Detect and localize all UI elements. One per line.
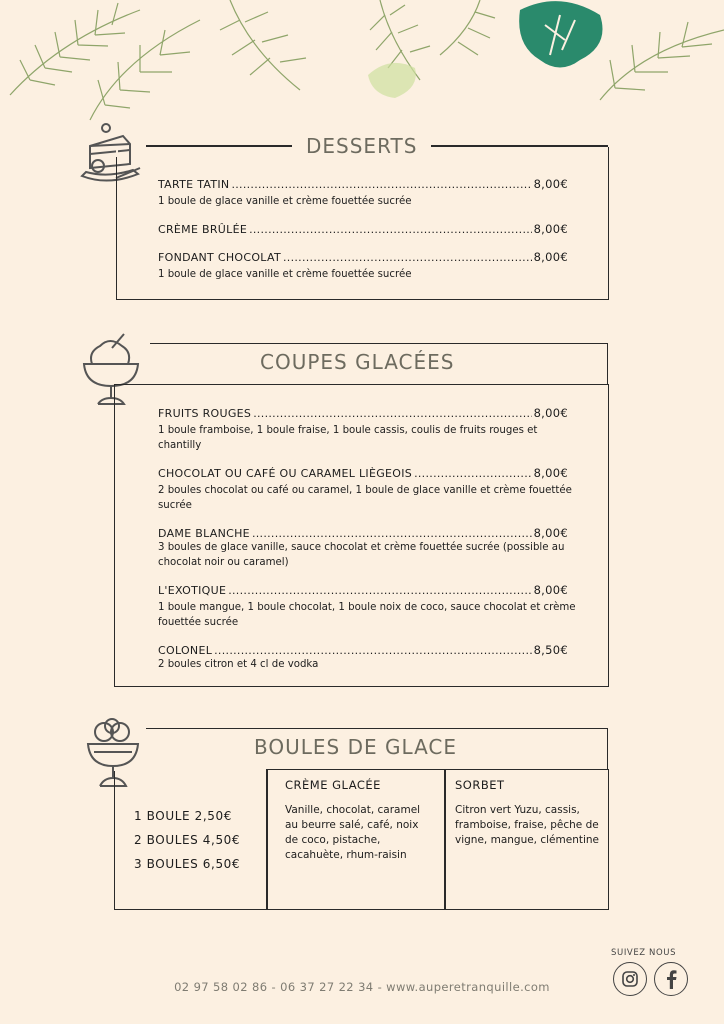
creme-glacee-flavors: Vanille, chocolat, caramel au beurre salé, café, noix de coco, pistache, cacahuète, rhum-raisin (285, 804, 421, 861)
creme-glacee-title: CRÈME GLACÉE (285, 778, 381, 792)
size-item: 1 BOULE 2,50€ (134, 809, 232, 823)
menu-item: COLONEL ..... 8,50€ 2 boules citron et 4 cl de vodka (158, 643, 578, 672)
coupes-title: COUPES GLACÉES (250, 350, 464, 374)
size-item: 3 BOULES 6,50€ (134, 857, 241, 871)
menu-item: TARTE TATIN ..... 8,00€ 1 boule de glace vanille et crème fouettée sucrée (158, 177, 568, 209)
facebook-icon[interactable] (654, 962, 688, 996)
menu-item: FONDANT CHOCOLAT ..... 8,00€ 1 boule de glace vanille et crème fouettée sucrée (158, 250, 568, 282)
menu-item: CHOCOLAT OU CAFÉ OU CARAMEL LIÈGEOIS ..... 8,00€ 2 boules chocolat ou café ou caramel, 1 boule de glace vanille et crème fouettée sucrée (158, 466, 578, 513)
menu-item: FRUITS ROUGES ..... 8,00€ 1 boule framboise, 1 boule fraise, 1 boule cassis, coulis de fruits rouges et chantilly (158, 406, 583, 453)
size-list (134, 804, 240, 876)
menu-item: CRÈME BRÛLÉE ..... 8,00€ (158, 222, 568, 236)
sorbet-title: SORBET (455, 778, 505, 792)
sorbet-flavors: Citron vert Yuzu, cassis, framboise, fraise, pêche de vigne, mangue, clémentine (455, 804, 600, 846)
instagram-icon[interactable] (613, 962, 647, 996)
tropical-leaves-decoration (0, 0, 724, 130)
contact-footer: 02 97 58 02 86 - 06 37 27 22 34 - www.auperetranquille.com (174, 980, 550, 994)
menu-item: L'EXOTIQUE ..... 8,00€ 1 boule mangue, 1 boule chocolat, 1 boule noix de coco, sauce chocolat et crème fouettée sucrée (158, 583, 578, 630)
follow-us-label: SUIVEZ NOUS (611, 948, 677, 958)
boules-title: BOULES DE GLACE (254, 735, 458, 759)
size-item: 2 BOULES 4,50€ (134, 833, 241, 847)
menu-item: DAME BLANCHE ..... 8,00€ 3 boules de glace vanille, sauce chocolat et crème fouettée sucrée (possible au chocolat noir ou caramel) (158, 526, 578, 570)
desserts-title: DESSERTS (306, 134, 418, 158)
